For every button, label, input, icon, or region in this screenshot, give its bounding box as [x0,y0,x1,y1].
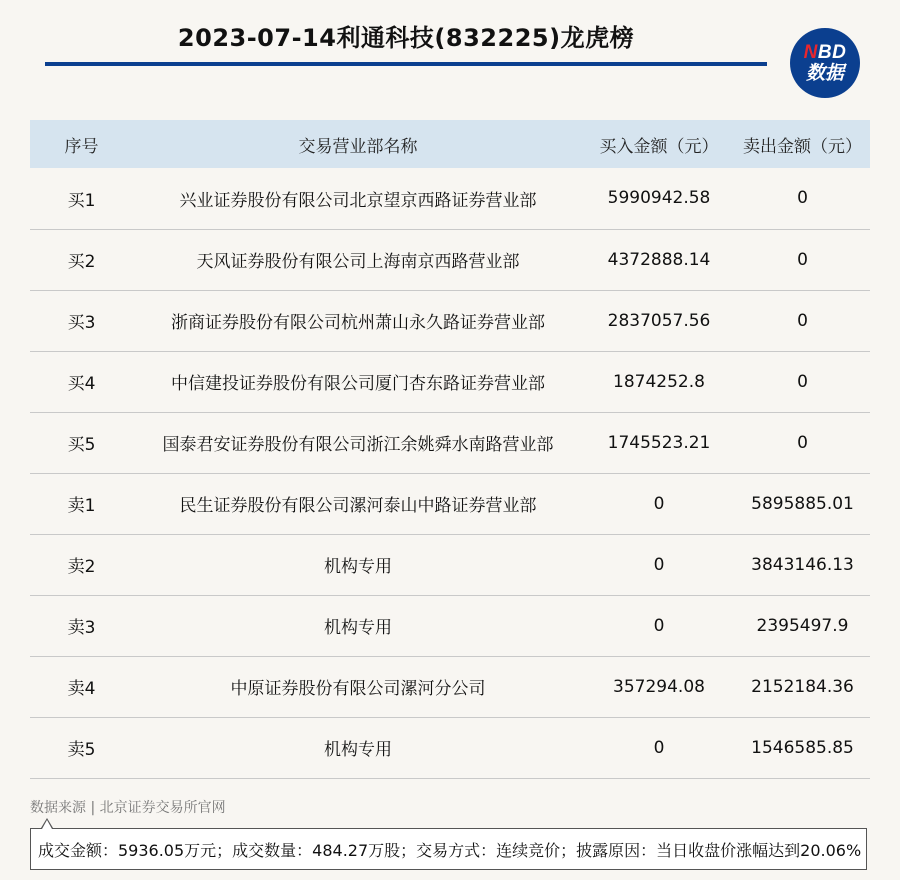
row-index: 买1 [30,168,133,229]
row-branch-name: 民生证券股份有限公司漯河泰山中路证券营业部 [133,473,583,534]
row-index: 买4 [30,351,133,412]
logo-letters-bd: BD [817,42,847,63]
header-sell-amount: 卖出金额（元） [735,120,870,168]
row-buy-amount: 4372888.14 [583,229,735,290]
row-branch-name: 机构专用 [133,534,583,595]
row-index: 卖1 [30,473,133,534]
row-index: 买2 [30,229,133,290]
table-row [30,595,870,656]
row-sell-amount: 0 [735,168,870,229]
dragon-tiger-table [30,120,870,779]
row-sell-amount: 2152184.36 [735,656,870,717]
row-index: 卖4 [30,656,133,717]
header-branch-name: 交易营业部名称 [133,120,583,168]
logo-wordmark [804,43,847,62]
row-branch-name: 中原证券股份有限公司漯河分公司 [133,656,583,717]
header-buy-amount: 买入金额（元） [583,120,735,168]
row-branch-name: 中信建投证券股份有限公司厦门杏东路证券营业部 [133,351,583,412]
data-source-label: 数据来源 | 北京证券交易所官网 [30,800,226,816]
header-index: 序号 [30,120,133,168]
row-sell-amount: 1546585.85 [735,717,870,778]
row-buy-amount: 0 [583,473,735,534]
row-buy-amount: 0 [583,595,735,656]
table-row [30,412,870,473]
logo-letter-n: N [803,42,818,63]
row-branch-name: 机构专用 [133,595,583,656]
row-buy-amount: 1874252.8 [583,351,735,412]
row-buy-amount: 357294.08 [583,656,735,717]
nbd-data-logo [790,28,860,98]
trade-summary-note: 成交金额：5936.05万元；成交数量：484.27万股；交易方式：连续竞价；披露原因：当日收盘价涨幅达到20.06% [30,828,867,870]
table-row [30,290,870,351]
row-branch-name: 国泰君安证券股份有限公司浙江余姚舜水南路营业部 [133,412,583,473]
row-buy-amount: 0 [583,717,735,778]
table-row [30,534,870,595]
table-row [30,229,870,290]
row-sell-amount: 0 [735,351,870,412]
row-sell-amount: 0 [735,290,870,351]
row-sell-amount: 0 [735,229,870,290]
table-row [30,351,870,412]
logo-subtitle: 数据 [805,63,844,84]
row-branch-name: 兴业证券股份有限公司北京望京西路证券营业部 [133,168,583,229]
row-sell-amount: 2395497.9 [735,595,870,656]
row-branch-name: 天风证券股份有限公司上海南京西路营业部 [133,229,583,290]
row-index: 买5 [30,412,133,473]
row-buy-amount: 5990942.58 [583,168,735,229]
row-index: 买3 [30,290,133,351]
row-buy-amount: 1745523.21 [583,412,735,473]
title-underline [45,62,767,66]
table-row [30,168,870,229]
table-row [30,717,870,778]
row-branch-name: 浙商证券股份有限公司杭州萧山永久路证券营业部 [133,290,583,351]
row-sell-amount: 3843146.13 [735,534,870,595]
note-pointer-fill [42,820,52,829]
table-header-row [30,120,870,168]
row-index: 卖2 [30,534,133,595]
table-row [30,656,870,717]
row-sell-amount: 0 [735,412,870,473]
row-index: 卖5 [30,717,133,778]
page-title: 2023-07-14利通科技(832225)龙虎榜 [177,24,635,52]
row-sell-amount: 5895885.01 [735,473,870,534]
table-row [30,473,870,534]
row-buy-amount: 2837057.56 [583,290,735,351]
row-index: 卖3 [30,595,133,656]
row-buy-amount: 0 [583,534,735,595]
row-branch-name: 机构专用 [133,717,583,778]
